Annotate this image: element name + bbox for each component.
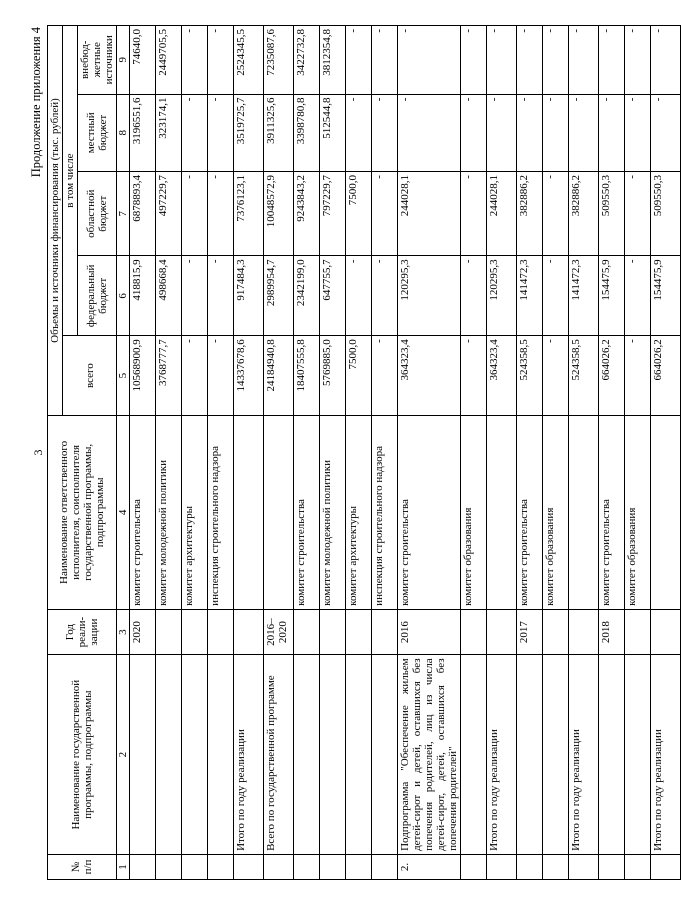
federal-cell: 2342199,0 xyxy=(294,256,320,336)
table-row xyxy=(569,26,599,880)
header-executor: Наименование ответственного исполнителя, соисполнителя государственной программы, подпрограммы xyxy=(48,416,117,610)
regional-cell: 244028,1 xyxy=(487,172,517,256)
program-name-cell xyxy=(543,655,569,855)
total-cell: 24184940,8 xyxy=(264,336,294,416)
extra-cell: - xyxy=(599,26,625,95)
total-cell: 524358,5 xyxy=(517,336,543,416)
program-name-cell xyxy=(372,655,398,855)
table-row xyxy=(372,26,398,880)
extra-cell: - xyxy=(517,26,543,95)
extra-cell: - xyxy=(651,26,681,95)
extra-cell: - xyxy=(487,26,517,95)
federal-cell: 418815,9 xyxy=(130,256,156,336)
program-name-cell xyxy=(208,655,234,855)
extra-cell: - xyxy=(543,26,569,95)
year-cell xyxy=(156,609,182,655)
program-name-cell: Итого по году реализации xyxy=(487,655,517,855)
row-num-cell xyxy=(517,854,543,879)
program-name-cell xyxy=(294,655,320,855)
year-cell xyxy=(346,609,372,655)
total-cell: 14337678,6 xyxy=(234,336,264,416)
extra-cell: - xyxy=(346,26,372,95)
regional-cell: 509550,3 xyxy=(651,172,681,256)
year-cell xyxy=(182,609,208,655)
table-row xyxy=(398,26,461,880)
local-cell: 512544,8 xyxy=(320,94,346,172)
executor-cell: комитет строительства xyxy=(130,416,156,610)
extra-cell: - xyxy=(461,26,487,95)
row-num-cell xyxy=(208,854,234,879)
local-cell: 323174,1 xyxy=(156,94,182,172)
program-name-cell: Итого по году реализации xyxy=(234,655,264,855)
header-federal: федеральный бюджет xyxy=(78,256,117,336)
regional-cell: 7376123,1 xyxy=(234,172,264,256)
header-including: в том числе xyxy=(63,26,78,336)
federal-cell: 154475,9 xyxy=(599,256,625,336)
total-cell: 664026,2 xyxy=(651,336,681,416)
program-name-cell xyxy=(156,655,182,855)
regional-cell: 509550,3 xyxy=(599,172,625,256)
header-total: всего xyxy=(63,336,117,416)
total-cell: 3768777,7 xyxy=(156,336,182,416)
local-cell: 3519725,7 xyxy=(234,94,264,172)
extra-cell: - xyxy=(372,26,398,95)
regional-cell: 382886,2 xyxy=(569,172,599,256)
row-num-cell xyxy=(130,854,156,879)
col-number: 2 xyxy=(117,655,130,855)
table-row xyxy=(294,26,320,880)
federal-cell: 120295,3 xyxy=(487,256,517,336)
total-cell: 364323,4 xyxy=(398,336,461,416)
executor-cell xyxy=(487,416,517,610)
executor-cell: комитет строительства xyxy=(398,416,461,610)
regional-cell: - xyxy=(625,172,651,256)
extra-cell: - xyxy=(569,26,599,95)
total-cell: 18407555,8 xyxy=(294,336,320,416)
extra-cell: - xyxy=(398,26,461,95)
year-cell xyxy=(625,609,651,655)
regional-cell: 797229,7 xyxy=(320,172,346,256)
federal-cell: - xyxy=(461,256,487,336)
column-numbers-row xyxy=(117,26,130,880)
header-local: местный бюджет xyxy=(78,94,117,172)
col-number: 5 xyxy=(117,336,130,416)
local-cell: 3398780,8 xyxy=(294,94,320,172)
regional-cell: - xyxy=(182,172,208,256)
federal-cell: - xyxy=(543,256,569,336)
executor-cell xyxy=(651,416,681,610)
table-row xyxy=(543,26,569,880)
header-funding: Объемы и источники финансирования (тыс. рублей) xyxy=(48,26,63,416)
program-name-cell xyxy=(461,655,487,855)
table-row xyxy=(320,26,346,880)
table-row xyxy=(517,26,543,880)
regional-cell: 9243843,2 xyxy=(294,172,320,256)
total-cell: - xyxy=(372,336,398,416)
federal-cell: 2989954,7 xyxy=(264,256,294,336)
local-cell: 3196551,6 xyxy=(130,94,156,172)
row-num-cell xyxy=(625,854,651,879)
federal-cell: 141472,3 xyxy=(569,256,599,336)
federal-cell: - xyxy=(625,256,651,336)
total-cell: - xyxy=(182,336,208,416)
header-name: Наименование государственной программы, подпрограммы xyxy=(48,655,117,855)
row-num-cell xyxy=(599,854,625,879)
local-cell: - xyxy=(487,94,517,172)
program-name-cell xyxy=(599,655,625,855)
year-cell: 2018 xyxy=(599,609,625,655)
appendix-caption: Продолжение приложения 4 xyxy=(29,27,43,178)
col-number: 4 xyxy=(117,416,130,610)
table-row xyxy=(651,26,681,880)
year-cell: 2017 xyxy=(517,609,543,655)
table-row xyxy=(461,26,487,880)
col-number: 7 xyxy=(117,172,130,256)
executor-cell: комитет строительства xyxy=(599,416,625,610)
local-cell: - xyxy=(517,94,543,172)
regional-cell: - xyxy=(543,172,569,256)
total-cell: 7500,0 xyxy=(346,336,372,416)
local-cell: - xyxy=(208,94,234,172)
table-row xyxy=(599,26,625,880)
year-cell xyxy=(569,609,599,655)
executor-cell xyxy=(264,416,294,610)
local-cell: - xyxy=(651,94,681,172)
row-num-cell xyxy=(651,854,681,879)
local-cell: - xyxy=(182,94,208,172)
total-cell: - xyxy=(543,336,569,416)
regional-cell: 7500,0 xyxy=(346,172,372,256)
total-cell: 664026,2 xyxy=(599,336,625,416)
row-num-cell: 2. xyxy=(398,854,461,879)
table-row xyxy=(234,26,264,880)
federal-cell: - xyxy=(346,256,372,336)
total-cell: - xyxy=(461,336,487,416)
local-cell: - xyxy=(569,94,599,172)
row-num-cell xyxy=(372,854,398,879)
extra-cell: - xyxy=(208,26,234,95)
local-cell: - xyxy=(625,94,651,172)
year-cell: 2016 xyxy=(398,609,461,655)
header-num: № п/п xyxy=(48,854,117,879)
header-year: Год реали-зации xyxy=(48,609,117,655)
table-row xyxy=(487,26,517,880)
extra-cell: - xyxy=(182,26,208,95)
extra-cell: 2449705,5 xyxy=(156,26,182,95)
header-regional: областной бюджет xyxy=(78,172,117,256)
local-cell: 3911325,6 xyxy=(264,94,294,172)
row-num-cell xyxy=(294,854,320,879)
row-num-cell xyxy=(264,854,294,879)
table-body xyxy=(130,26,681,880)
regional-cell: 244028,1 xyxy=(398,172,461,256)
year-cell xyxy=(651,609,681,655)
program-name-cell xyxy=(517,655,543,855)
executor-cell: комитет образования xyxy=(461,416,487,610)
row-num-cell xyxy=(487,854,517,879)
col-number: 6 xyxy=(117,256,130,336)
federal-cell: 120295,3 xyxy=(398,256,461,336)
executor-cell xyxy=(234,416,264,610)
local-cell: - xyxy=(543,94,569,172)
executor-cell: комитет строительства xyxy=(294,416,320,610)
extra-cell: 7235087,6 xyxy=(264,26,294,95)
year-cell xyxy=(487,609,517,655)
total-cell: - xyxy=(208,336,234,416)
federal-cell: 141472,3 xyxy=(517,256,543,336)
year-cell xyxy=(461,609,487,655)
federal-cell: 647755,7 xyxy=(320,256,346,336)
year-cell xyxy=(234,609,264,655)
executor-cell: комитет молодежной политики xyxy=(320,416,346,610)
col-number: 9 xyxy=(117,26,130,95)
year-cell: 2020 xyxy=(130,609,156,655)
year-cell xyxy=(320,609,346,655)
table-row xyxy=(625,26,651,880)
total-cell: - xyxy=(625,336,651,416)
table-row xyxy=(264,26,294,880)
extra-cell: 74640,0 xyxy=(130,26,156,95)
program-name-cell: Итого по году реализации xyxy=(569,655,599,855)
extra-cell: 3422732,8 xyxy=(294,26,320,95)
table-row xyxy=(130,26,156,880)
table-row xyxy=(346,26,372,880)
program-name-cell xyxy=(625,655,651,855)
executor-cell: комитет строительства xyxy=(517,416,543,610)
executor-cell: комитет архитектуры xyxy=(182,416,208,610)
total-cell: 10568900,9 xyxy=(130,336,156,416)
program-name-cell: Подпрограмма "Обеспечение жильем детей-сирот и детей, оставшихся без попечения родителей, лиц из числа детей-сирот, детей, оставшихся без попечения родителей" xyxy=(398,655,461,855)
local-cell: - xyxy=(599,94,625,172)
year-cell xyxy=(543,609,569,655)
funding-table xyxy=(47,25,681,880)
total-cell: 5769885,0 xyxy=(320,336,346,416)
regional-cell: - xyxy=(461,172,487,256)
extra-cell: 2524345,5 xyxy=(234,26,264,95)
program-name-cell xyxy=(130,655,156,855)
federal-cell: - xyxy=(372,256,398,336)
executor-cell: инспекция строительного надзора xyxy=(372,416,398,610)
program-name-cell xyxy=(320,655,346,855)
local-cell: - xyxy=(372,94,398,172)
total-cell: 364323,4 xyxy=(487,336,517,416)
federal-cell: - xyxy=(208,256,234,336)
page-number: 3 xyxy=(31,449,45,456)
table-row xyxy=(182,26,208,880)
year-cell xyxy=(294,609,320,655)
rotated-page xyxy=(25,25,664,880)
header-extra: внебюд-жетные источники xyxy=(78,26,117,95)
year-cell xyxy=(372,609,398,655)
federal-cell: 917484,3 xyxy=(234,256,264,336)
row-num-cell xyxy=(543,854,569,879)
year-cell: 2016–2020 xyxy=(264,609,294,655)
row-num-cell xyxy=(182,854,208,879)
federal-cell: 498668,4 xyxy=(156,256,182,336)
row-num-cell xyxy=(320,854,346,879)
regional-cell: - xyxy=(372,172,398,256)
table-row xyxy=(208,26,234,880)
col-number: 8 xyxy=(117,94,130,172)
federal-cell: 154475,9 xyxy=(651,256,681,336)
row-num-cell xyxy=(461,854,487,879)
row-num-cell xyxy=(346,854,372,879)
extra-cell: 3812354,8 xyxy=(320,26,346,95)
federal-cell: - xyxy=(182,256,208,336)
table-row xyxy=(156,26,182,880)
regional-cell: - xyxy=(208,172,234,256)
local-cell: - xyxy=(398,94,461,172)
regional-cell: 10048572,9 xyxy=(264,172,294,256)
local-cell: - xyxy=(461,94,487,172)
executor-cell: инспекция строительного надзора xyxy=(208,416,234,610)
extra-cell: - xyxy=(625,26,651,95)
executor-cell: комитет образования xyxy=(543,416,569,610)
row-num-cell xyxy=(156,854,182,879)
executor-cell: комитет молодежной политики xyxy=(156,416,182,610)
local-cell: - xyxy=(346,94,372,172)
row-num-cell xyxy=(569,854,599,879)
program-name-cell xyxy=(346,655,372,855)
executor-cell: комитет архитектуры xyxy=(346,416,372,610)
year-cell xyxy=(208,609,234,655)
regional-cell: 382886,2 xyxy=(517,172,543,256)
row-num-cell xyxy=(234,854,264,879)
total-cell: 524358,5 xyxy=(569,336,599,416)
executor-cell xyxy=(569,416,599,610)
col-number: 1 xyxy=(117,854,130,879)
executor-cell: комитет образования xyxy=(625,416,651,610)
program-name-cell: Всего по государственной программе xyxy=(264,655,294,855)
regional-cell: 6878893,4 xyxy=(130,172,156,256)
program-name-cell: Итого по году реализации xyxy=(651,655,681,855)
header-row xyxy=(48,26,63,880)
col-number: 3 xyxy=(117,609,130,655)
regional-cell: 497229,7 xyxy=(156,172,182,256)
program-name-cell xyxy=(182,655,208,855)
